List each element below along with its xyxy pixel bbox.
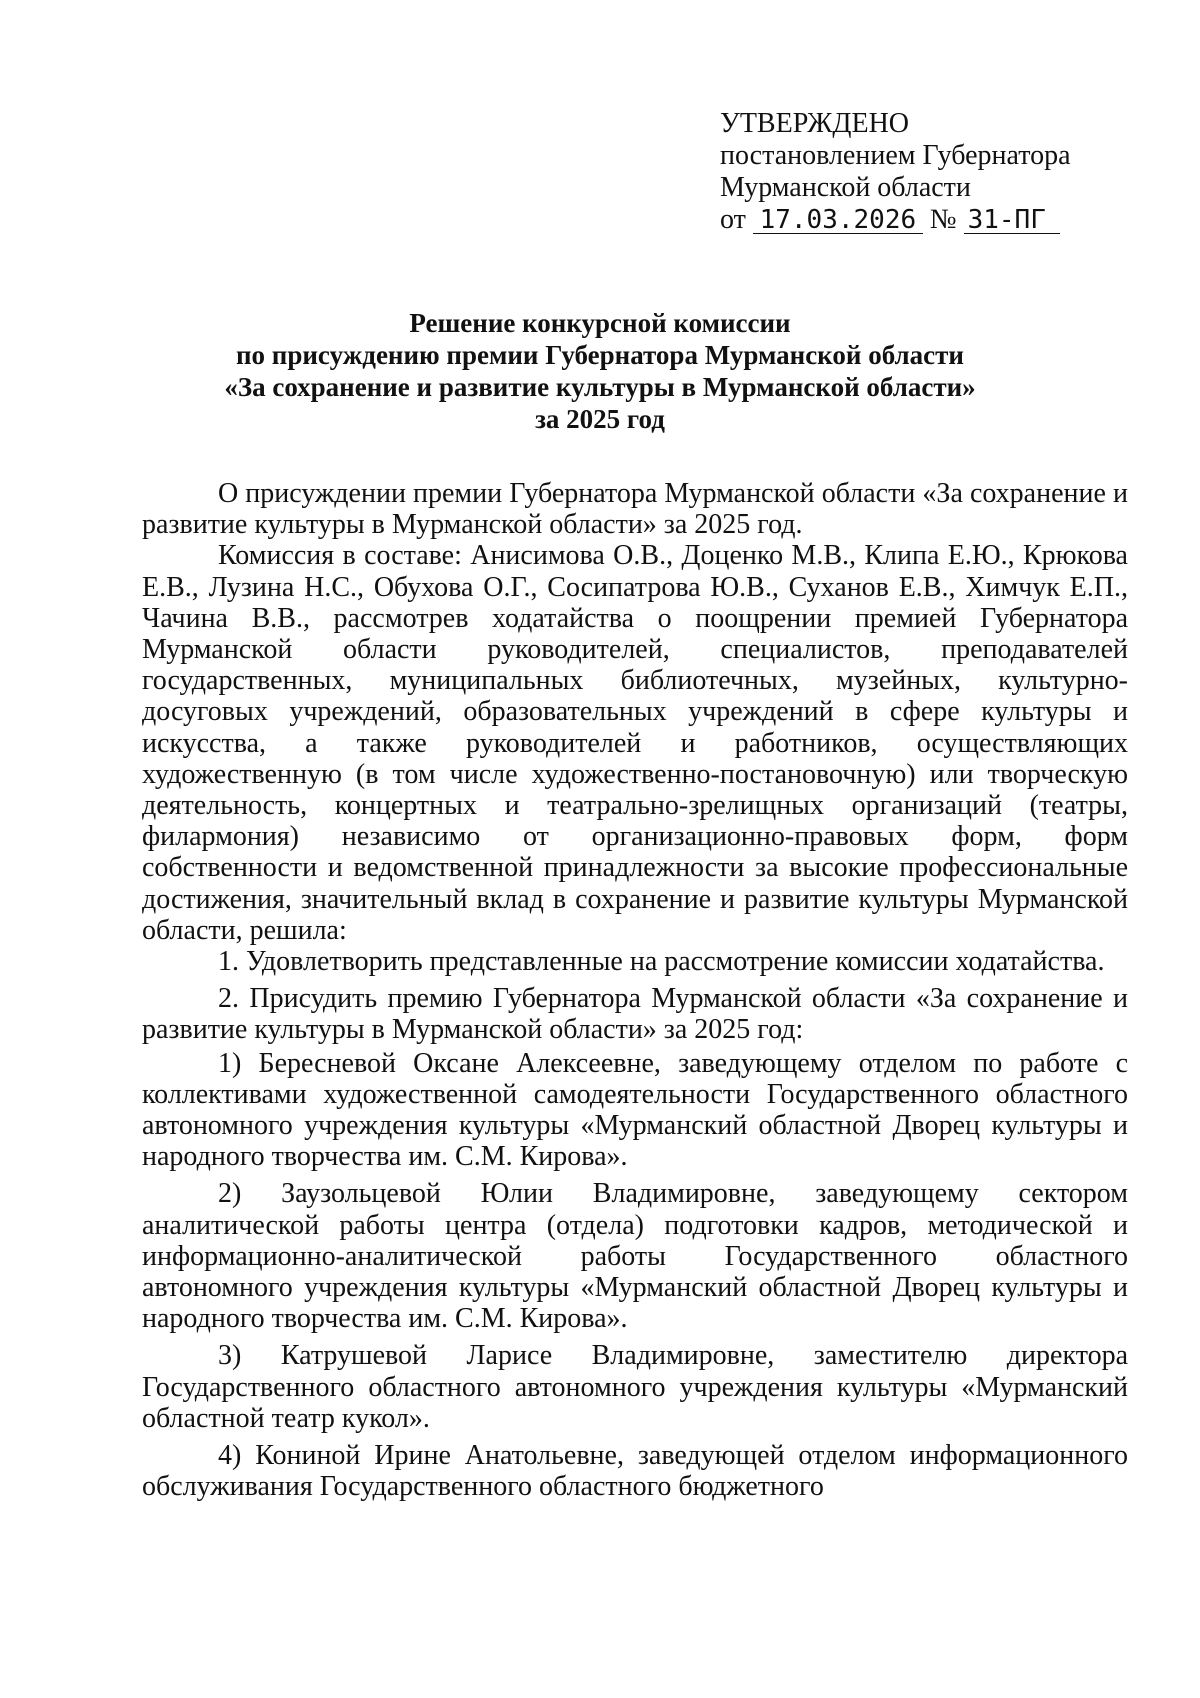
award-item-2: 2) Заузольцевой Юлии Владимировне, заведующему сектором аналитической работы центра (отдела) подготовки кадров, методической и информационно-аналитической работы Государственного областного автономного учреждения культуры «Мурманский областной Дворец культуры и народного творчества им. С.М. Кирова». <box>142 1178 1128 1335</box>
approval-date-line <box>720 204 1071 236</box>
title-line-1: Решение конкурсной комиссии <box>409 308 791 338</box>
award-item-3: 3) Катрушевой Ларисе Владимировне, заместителю директора Государственного областного автономного учреждения культуры «Мурманский областной театр кукол». <box>142 1340 1128 1434</box>
decision-item-2: 2. Присудить премию Губернатора Мурманской области «За сохранение и развитие культуры в Мурманской области» за 2025 год: <box>142 983 1128 1046</box>
award-item-1: 1) Бересневой Оксане Алексеевне, заведующему отделом по работе с коллективами художественной самодеятельности Государственного областного автономного учреждения культуры «Мурманский областной Дворец культуры и народного творчества им. С.М. Кирова». <box>142 1047 1128 1173</box>
approval-number: 31-ПГ <box>964 207 1060 234</box>
subject-paragraph: О присуждении премии Губернатора Мурманской области «За сохранение и развитие культуры в Мурманской области» за 2025 год. <box>142 478 1128 541</box>
title-line-4: за 2025 год <box>535 404 665 434</box>
commission-paragraph: Комиссия в составе: Анисимова О.В., Доценко М.В., Клипа Е.Ю., Крюкова Е.В., Лузина Н.С., Обухова О.Г., Сосипатрова Ю.В., Суханов Е.В., Химчук Е.П., Чачина В.В., рассмотрев ходатайства о поощрении премией Губернатора Мурманской области руководителей, специалистов, преподавателей государственных, муниципальных библиотечных, музейных, культурно-досуговых учреждений, образовательных учреждений в сфере культуры и искусства, а также руководителей и работников, осуществляющих художественную (в том числе художественно-постановочную) или творческую деятельность, концертных и театрально-зрелищных организаций (театры, филармония) независимо от организационно-правовых форм, форм собственности и ведомственной принадлежности за высокие профессиональные достижения, значительный вклад в сохранение и развитие культуры Мурманской области, решила: <box>142 540 1128 946</box>
number-prefix: № <box>929 204 957 235</box>
title-line-3: «За сохранение и развитие культуры в Мурманской области» <box>224 372 976 402</box>
decision-item-1: 1. Удовлетворить представленные на рассмотрение комиссии ходатайства. <box>218 946 1105 978</box>
approval-line-2: Мурманской области <box>720 172 971 203</box>
approval-heading: УТВЕРЖДЕНО <box>720 108 910 139</box>
title-line-2: по присуждению премии Губернатора Мурманской области <box>236 340 964 370</box>
document-body <box>142 478 1128 1503</box>
date-prefix: от <box>720 204 746 235</box>
award-item-4: 4) Кониной Ирине Анатольевне, заведующей отделом информационного обслуживания Государственного областного бюджетного <box>142 1440 1128 1503</box>
document-title <box>140 307 1060 435</box>
approval-block <box>720 108 1071 236</box>
approval-date: 17.03.2026 <box>753 207 923 234</box>
approval-line-1: постановлением Губернатора <box>720 140 1071 171</box>
